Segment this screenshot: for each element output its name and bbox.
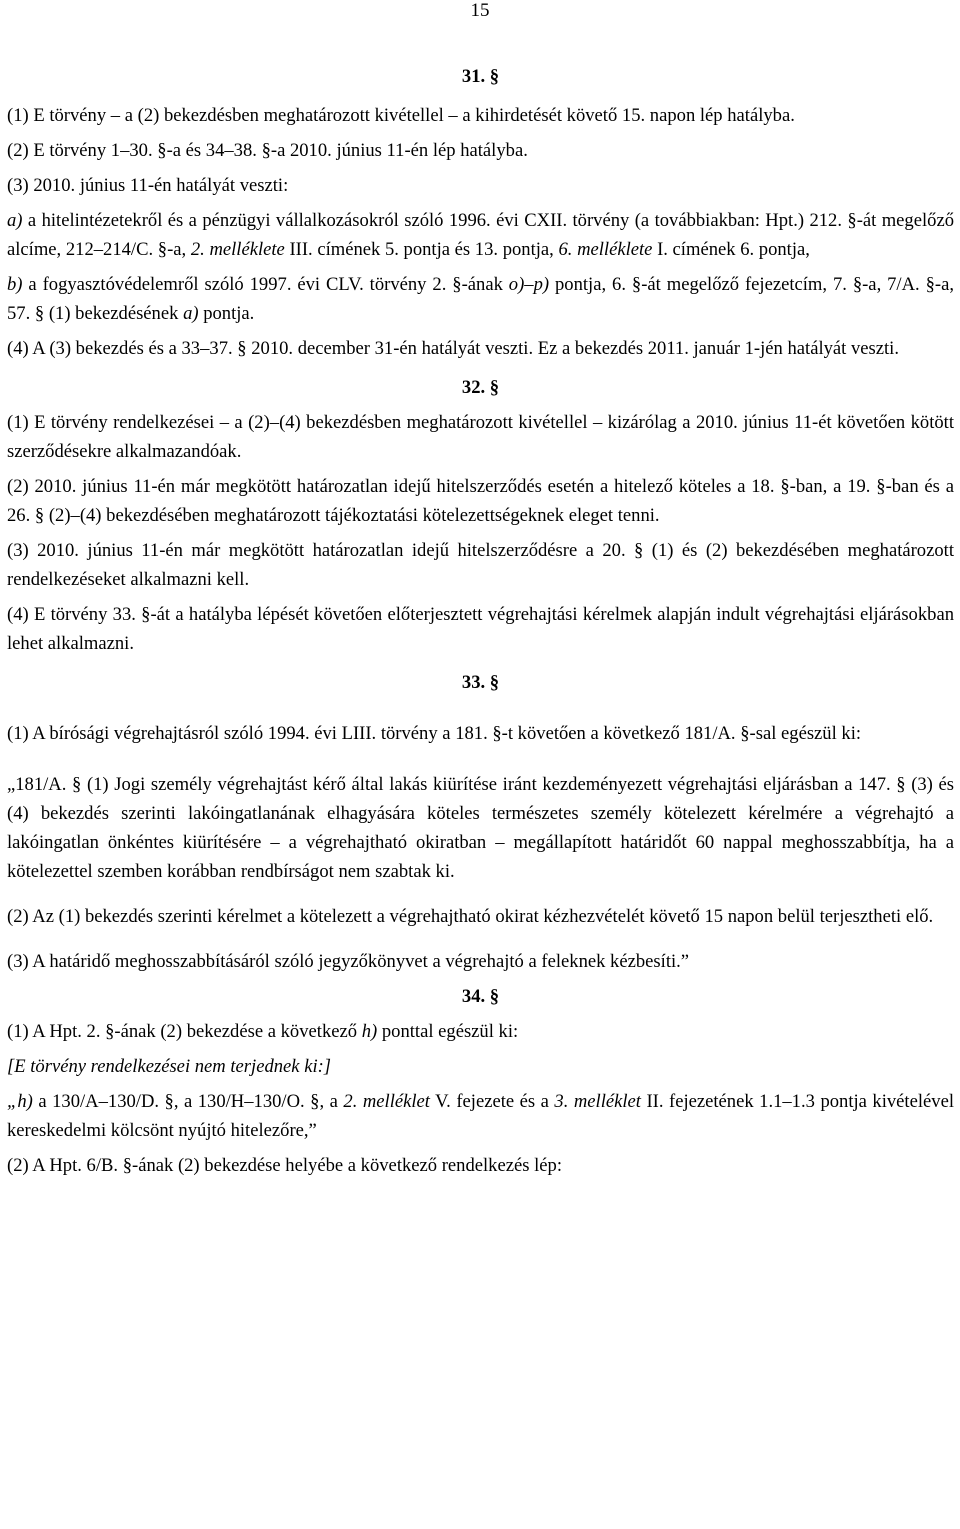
s31-paragraph-3: (3) 2010. június 11-én hatályát veszti:: [7, 175, 289, 196]
point-a-italic-1: 2. melléklete: [190, 239, 285, 260]
s34-bracket-note-text: [E törvény rendelkezései nem terjednek ki:]: [7, 1056, 332, 1077]
s34-p1-text-2: ponttal egészül ki:: [377, 1021, 519, 1042]
point-b-italic-1: o)–p): [508, 274, 550, 295]
point-h-label: „h): [7, 1091, 33, 1112]
s31-paragraph-2: (2) E törvény 1–30. §-a és 34–38. §-a 2010. június 11-én lép hatályba.: [7, 140, 528, 161]
s34-p1-text-1: (1) A Hpt. 2. §-ának (2) bekezdése a következő: [7, 1021, 362, 1042]
s31-paragraph-4: (4) A (3) bekezdés és a 33–37. § 2010. december 31-én hatályát veszti. Ez a bekezdés 2011. január 1-jén hatályát veszti.: [7, 338, 899, 359]
point-h-text-1: a 130/A–130/D. §, a 130/H–130/O. §, a: [32, 1091, 344, 1112]
section-33-heading: 33. §: [461, 672, 500, 693]
s34-bracket-note: [7, 1052, 954, 1081]
s34-paragraph-1: [7, 1017, 954, 1046]
point-a-text-2: III. címének 5. pontja és 13. pontja,: [284, 239, 559, 260]
s31-paragraph-1: (1) E törvény – a (2) bekezdésben meghatározott kivétellel – a kihirdetését követő 15. napon lép hatályba.: [7, 105, 795, 126]
section-34-heading: 34. §: [461, 986, 500, 1007]
s34-point-h: [7, 1087, 954, 1145]
s32-paragraph-2: (2) 2010. június 11-én már megkötött határozatlan idejű hitelszerződés esetén a hitelező köteles a 18. §-ban, a 19. §-ban és a 26. § (2)–(4) bekezdésében meghatározott tájékoztatási kötelezettségeknek eleget tenni.: [7, 476, 954, 526]
s34-paragraph-2: (2) A Hpt. 6/B. §-ának (2) bekezdése helyébe a következő rendelkezés lép:: [7, 1155, 563, 1176]
s33-paragraph-1: (1) A bírósági végrehajtásról szóló 1994. évi LIII. törvény a 181. §-t követően a következő 181/A. §-sal egészül ki:: [7, 723, 862, 744]
point-b-label: b): [7, 274, 23, 295]
point-h-italic-1: 2. melléklet: [343, 1091, 430, 1112]
section-32-heading: 32. §: [461, 377, 500, 398]
point-a-text-3: I. címének 6. pontja,: [652, 239, 810, 260]
point-b-italic-2: a): [183, 303, 199, 324]
point-a-italic-2: 6. melléklete: [558, 239, 653, 260]
document-body: [7, 62, 954, 1180]
s31-point-b: [7, 270, 954, 328]
point-a-text-1: a hitelintézetekről és a pénzügyi vállalkozásokról szóló 1996. évi CXII. törvény (a továbbiakban: Hpt.) 212. §-át megelőző alcíme, 212–214/C. §-a,: [7, 210, 954, 260]
s31-point-a: [7, 206, 954, 264]
s33-quoted-paragraph-3: (3) A határidő meghosszabbításáról szóló jegyzőkönyvet a végrehajtó a feleknek kézbesíti.”: [7, 951, 690, 972]
point-a-label: a): [7, 210, 23, 231]
s34-p1-italic: h): [361, 1021, 378, 1042]
page-number: 15: [470, 0, 490, 21]
s32-paragraph-4: (4) E törvény 33. §-át a hatályba lépését követően előterjesztett végrehajtási kérelmek alapján indult végrehajtási eljárásokban lehet alkalmazni.: [7, 604, 954, 654]
point-b-text-1: a fogyasztóvédelemről szóló 1997. évi CLV. törvény 2. §-ának: [22, 274, 509, 295]
point-h-italic-2: 3. melléklet: [554, 1091, 641, 1112]
s33-quoted-paragraph-1: „181/A. § (1) Jogi személy végrehajtást kérő által lakás kiürítése iránt kezdeményezett végrehajtási eljárásban a 147. § (3) és (4) bekezdés szerinti lakóingatlanának elhagyására köteles természetes személy kötelezett kérelmére a végrehajtó a lakóingatlan önkéntes kiürítésére – a végrehajtható okiratban – megállapított határidőt 60 nappal meghosszabbítja, ha a kötelezettel szemben korábban rendbírságot nem szabtak ki.: [7, 774, 954, 882]
s33-quoted-paragraph-2: (2) Az (1) bekezdés szerinti kérelmet a kötelezett a végrehajtható okirat kézhezvételét követő 15 napon belül terjesztheti elő.: [7, 906, 934, 927]
point-h-text-3: II. fejezetének 1.1–1.3 pontja kivételével kereskedelmi kölcsönt nyújtó hitelezőre,”: [7, 1091, 954, 1141]
point-h-text-2: V. fejezete és a: [429, 1091, 555, 1112]
point-b-text-2: pontja, 6. §-át megelőző fejezetcím, 7. §-a, 7/A. §-a, 57. § (1) bekezdésének: [7, 274, 954, 324]
s32-paragraph-3: (3) 2010. június 11-én már megkötött határozatlan idejű hitelszerződésre a 20. § (1) és (2) bekezdésében meghatározott rendelkezéseket alkalmazni kell.: [7, 540, 954, 590]
section-31-heading: 31. §: [461, 66, 500, 87]
s32-paragraph-1: (1) E törvény rendelkezései – a (2)–(4) bekezdésben meghatározott kivétellel – kizárólag a 2010. június 11-ét követően kötött szerződésekre alkalmazandóak.: [7, 412, 954, 462]
point-b-text-3: pontja.: [198, 303, 255, 324]
